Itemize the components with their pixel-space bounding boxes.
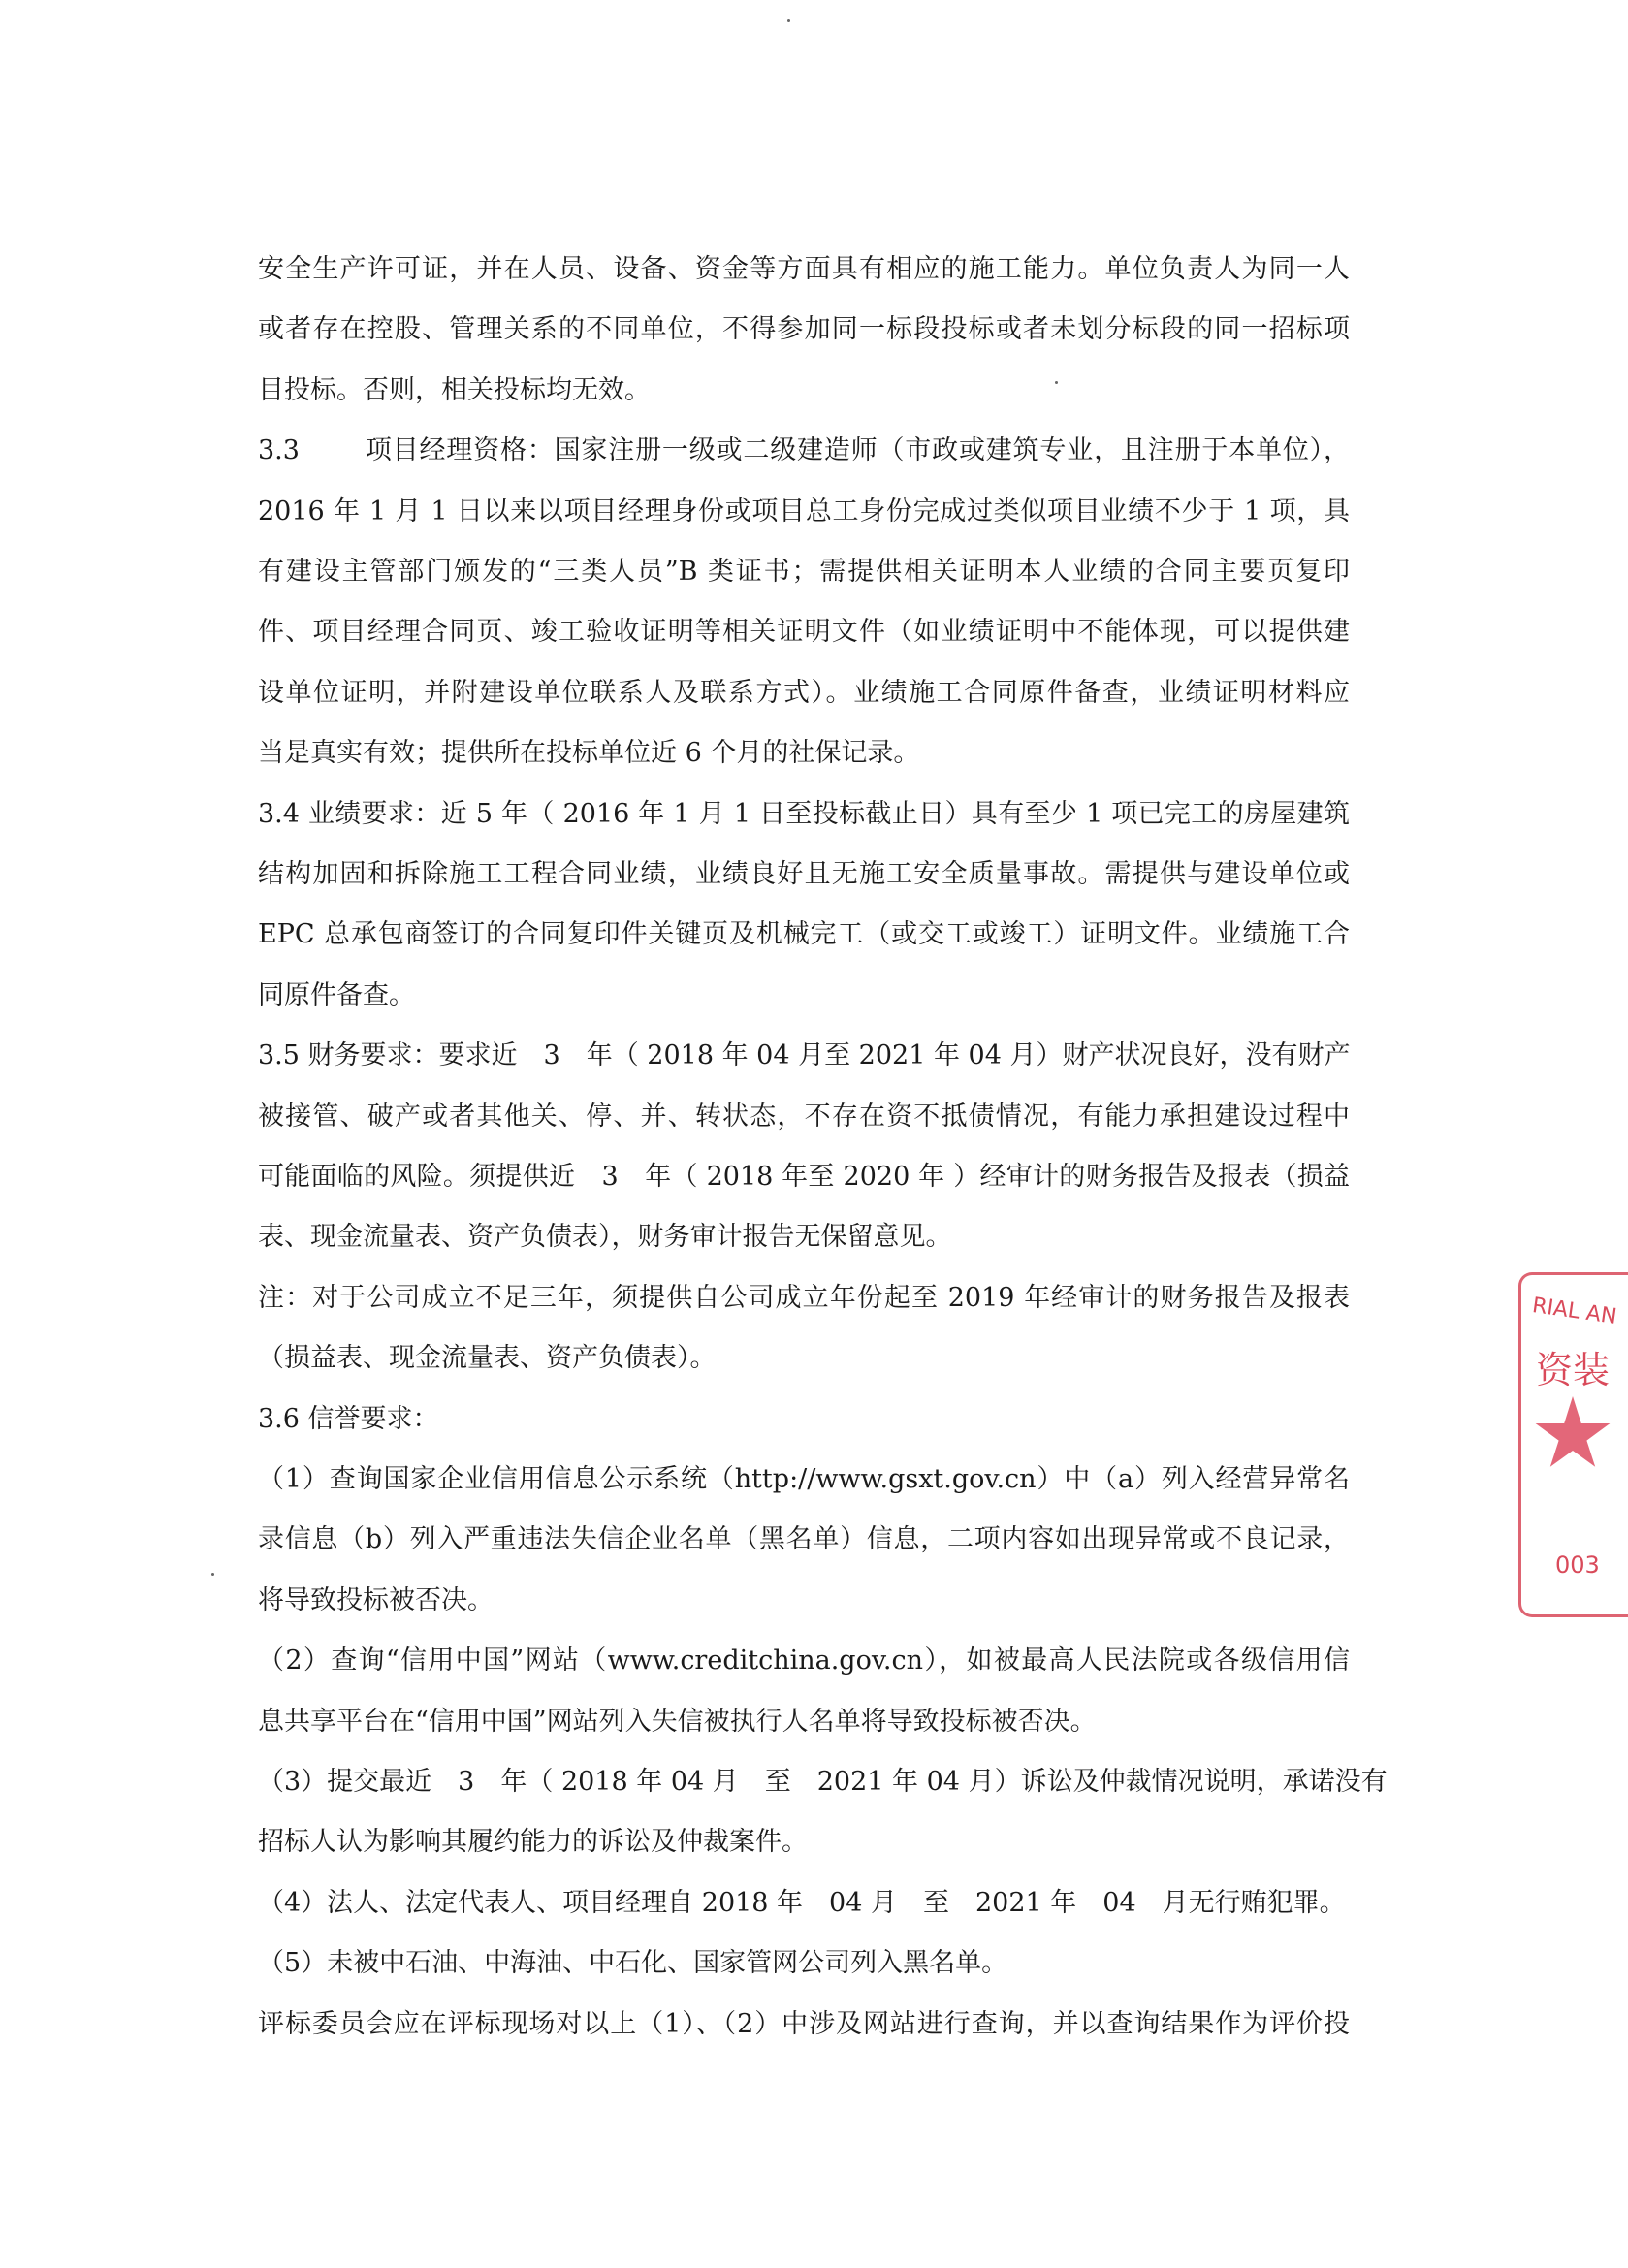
text-line: 或者存在控股、管理关系的不同单位，不得参加同一标段投标或者未划分标段的同一招标项 bbox=[258, 314, 1350, 345]
section-number: 3.3 bbox=[258, 435, 300, 466]
text-line: 表、现金流量表、资产负债表），财务审计报告无保留意见。 bbox=[258, 1222, 952, 1253]
text-line: （1）查询国家企业信用信息公示系统（http://www.gsxt.gov.cn）中（a）列入经营异常名 bbox=[258, 1464, 1350, 1494]
text-line: 安全生产许可证，并在人员、设备、资金等方面具有相应的施工能力。单位负责人为同一人 bbox=[258, 254, 1350, 284]
text-line: 3.6 信誉要求： bbox=[258, 1403, 439, 1434]
scan-speck bbox=[211, 1573, 214, 1576]
text-line: 招标人认为影响其履约能力的诉讼及仲裁案件。 bbox=[258, 1827, 808, 1858]
scan-speck bbox=[787, 19, 790, 22]
text-line: （4）法人、法定代表人、项目经理自 2018 年 04 月 至 2021 年 04 月无行贿犯罪。 bbox=[258, 1887, 1346, 1918]
scan-speck bbox=[1055, 381, 1058, 384]
text-line: 息共享平台在“信用中国”网站列入失信被执行人名单将导致投标被否决。 bbox=[258, 1706, 1097, 1737]
text-line: 2016 年 1 月 1 日以来以项目经理身份或项目总工身份完成过类似项目业绩不少于 1 项，具 bbox=[258, 495, 1350, 527]
seal-code-text: 003 bbox=[1555, 1551, 1600, 1579]
text-line: （2）查询“信用中国”网站（www.creditchina.gov.cn），如被最高人民法院或各级信用信 bbox=[258, 1645, 1350, 1677]
text-line bbox=[258, 431, 1350, 470]
text-line: 结构加固和拆除施工工程合同业绩，业绩良好且无施工安全质量事故。需提供与建设单位或 bbox=[258, 859, 1350, 889]
text-line: 被接管、破产或者其他关、停、并、转状态，不存在资不抵债情况，有能力承担建设过程中 bbox=[258, 1101, 1350, 1132]
text-line: 有建设主管部门颁发的“三类人员”B 类证书；需提供相关证明本人业绩的合同主要页复印 bbox=[258, 557, 1350, 587]
text-line: （3）提交最近 3 年（ 2018 年 04 月 至 2021 年 04 月）诉讼及仲裁情况说明，承诺没有 bbox=[258, 1767, 1388, 1797]
text-line: 注：对于公司成立不足三年，须提供自公司成立年份起至 2019 年经审计的财务报告及报表 bbox=[258, 1282, 1350, 1313]
text-line: 设单位证明，并附建设单位联系人及联系方式）。业绩施工合同原件备查，业绩证明材料应 bbox=[258, 677, 1350, 708]
seal-top-text: RIAL AN bbox=[1530, 1294, 1618, 1329]
text-line: 将导致投标被否决。 bbox=[258, 1584, 494, 1615]
text-line: 同原件备查。 bbox=[258, 979, 415, 1010]
seal-mid-text: 资装 bbox=[1536, 1349, 1611, 1391]
text-line: 3.4 业绩要求：近 5 年（ 2016 年 1 月 1 日至投标截止日）具有至少 1 项已完工的房屋建筑 bbox=[258, 798, 1350, 829]
text-line: 件、项目经理合同页、竣工验收证明等相关证明文件（如业绩证明中不能体现，可以提供建 bbox=[258, 617, 1350, 648]
text-line: 评标委员会应在评标现场对以上（1）、（2）中涉及网站进行查询，并以查询结果作为评价投 bbox=[258, 2008, 1350, 2039]
text-line: EPC 总承包商签订的合同复印件关键页及机械完工（或交工或竣工）证明文件。业绩施工合 bbox=[258, 919, 1350, 950]
text-line: 目投标。否则，相关投标均无效。 bbox=[258, 374, 651, 405]
text-line: 录信息（b）列入严重违法失信企业名单（黑名单）信息，二项内容如出现异常或不良记录， bbox=[258, 1524, 1350, 1555]
text-line: 当是真实有效；提供所在投标单位近 6 个月的社保记录。 bbox=[258, 738, 920, 769]
text-line: 3.5 财务要求：要求近 3 年（ 2018 年 04 月至 2021 年 04 月）财产状况良好，没有财产 bbox=[258, 1040, 1351, 1071]
text-line: （损益表、现金流量表、资产负债表）。 bbox=[258, 1343, 717, 1374]
text-line: 可能面临的风险。须提供近 3 年（ 2018 年至 2020 年 ）经审计的财务报告及报表（损益 bbox=[258, 1162, 1350, 1192]
text-line: （5）未被中石油、中海油、中石化、国家管网公司列入黑名单。 bbox=[258, 1948, 1008, 1979]
line-text: 项目经理资格：国家注册一级或二级建造师（市政或建筑专业，且注册于本单位）， bbox=[365, 435, 1350, 466]
